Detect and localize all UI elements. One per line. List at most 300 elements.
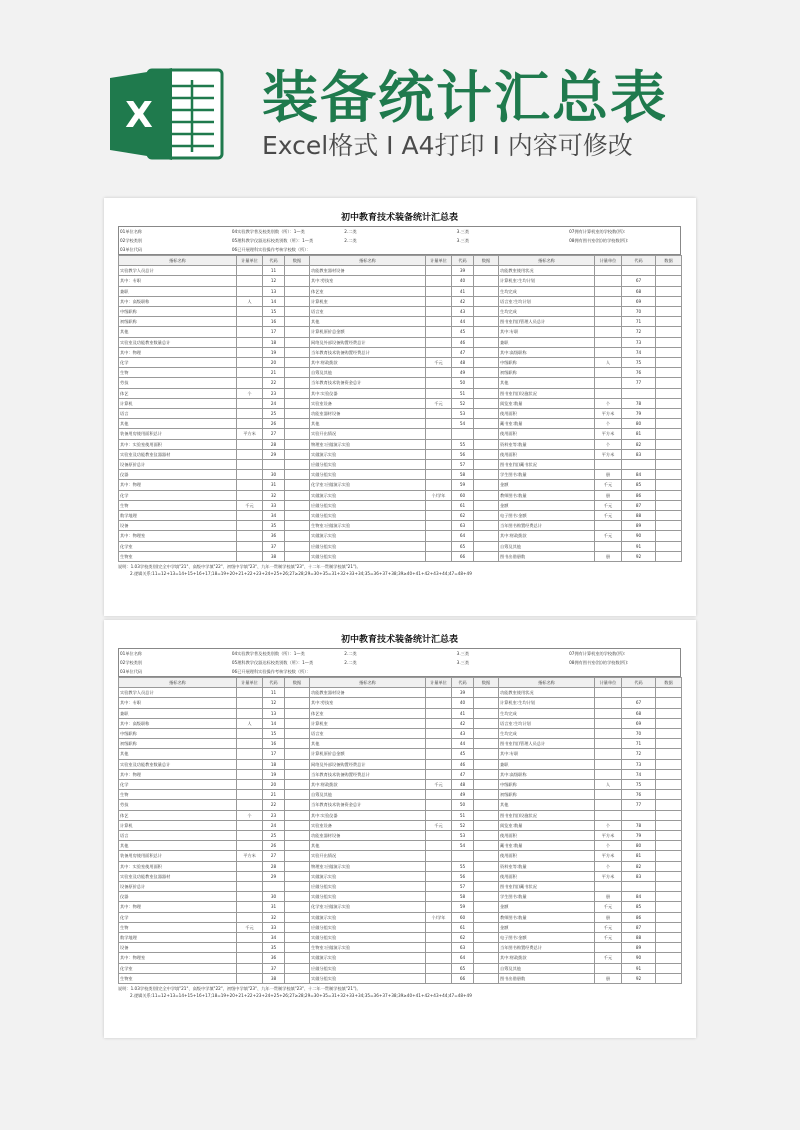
data-cell[interactable]: [656, 882, 682, 892]
data-cell[interactable]: [474, 419, 499, 429]
table-cell: 人: [237, 296, 263, 306]
data-cell[interactable]: [285, 769, 310, 779]
table-cell: 31: [263, 902, 285, 912]
data-cell[interactable]: [656, 296, 682, 306]
data-cell[interactable]: [285, 963, 310, 973]
data-cell[interactable]: [656, 902, 682, 912]
table-cell: 42: [452, 718, 474, 728]
data-cell[interactable]: [474, 337, 499, 347]
data-cell[interactable]: [474, 358, 499, 368]
data-cell[interactable]: [285, 521, 310, 531]
table-row: [119, 851, 682, 861]
data-cell[interactable]: [656, 419, 682, 429]
table-row: [119, 892, 682, 902]
table-cell: 32: [263, 912, 285, 922]
data-cell[interactable]: [656, 963, 682, 973]
data-cell[interactable]: [656, 460, 682, 470]
data-cell[interactable]: [285, 296, 310, 306]
data-cell[interactable]: [656, 388, 682, 398]
data-cell[interactable]: [474, 460, 499, 470]
table-cell: 生均完成: [499, 729, 595, 739]
data-cell[interactable]: [474, 541, 499, 551]
data-cell[interactable]: [285, 398, 310, 408]
table-cell: 平方米: [237, 851, 263, 861]
data-cell[interactable]: [474, 902, 499, 912]
column-header: 计量单位: [595, 678, 622, 688]
table-cell: 其中:高级职称: [499, 347, 595, 357]
data-cell[interactable]: [474, 470, 499, 480]
table-cell: 自筹及其他: [310, 790, 426, 800]
data-cell[interactable]: [474, 307, 499, 317]
data-cell[interactable]: [656, 317, 682, 327]
table-cell: [237, 943, 263, 953]
data-cell[interactable]: [285, 449, 310, 459]
table-cell: [426, 347, 452, 357]
table-cell: 24: [263, 398, 285, 408]
data-cell[interactable]: [474, 398, 499, 408]
data-cell[interactable]: [285, 490, 310, 500]
table-cell: 使用面积: [499, 409, 595, 419]
data-cell[interactable]: [474, 963, 499, 973]
table-cell: 其他: [119, 841, 237, 851]
table-cell: [595, 759, 622, 769]
data-cell[interactable]: [474, 953, 499, 963]
column-header: 代码: [622, 256, 656, 266]
table-cell: 54: [452, 419, 474, 429]
data-cell[interactable]: [285, 892, 310, 902]
table-cell: 图书室(馆)管理人员总计: [499, 317, 595, 327]
header: [0, 0, 800, 190]
table-cell: 12: [263, 698, 285, 708]
data-cell[interactable]: [656, 327, 682, 337]
data-cell[interactable]: [656, 439, 682, 449]
data-cell[interactable]: [285, 718, 310, 728]
data-cell[interactable]: [656, 739, 682, 749]
data-cell[interactable]: [656, 790, 682, 800]
table-cell: [237, 266, 263, 276]
table-cell: 实做分组实验: [310, 933, 426, 943]
data-cell[interactable]: [656, 780, 682, 790]
data-cell[interactable]: [474, 551, 499, 561]
table-cell: 68: [622, 708, 656, 718]
table-cell: 77: [622, 800, 656, 810]
table-cell: 册: [595, 973, 622, 983]
info-cell: 3.三类: [456, 660, 470, 665]
data-cell[interactable]: [656, 698, 682, 708]
data-cell[interactable]: [285, 698, 310, 708]
data-cell[interactable]: [285, 470, 310, 480]
info-cell: 04实验教学普及校类别数（所）：1—类: [231, 229, 305, 234]
data-cell[interactable]: [285, 378, 310, 388]
table-cell: 千元: [595, 933, 622, 943]
data-cell[interactable]: [656, 831, 682, 841]
table-cell: 实验教学人员总计: [119, 266, 237, 276]
table-cell: 15: [263, 729, 285, 739]
table-cell: 阅览室:数量: [499, 820, 595, 830]
data-cell[interactable]: [285, 480, 310, 490]
table-cell: 自筹及其他: [499, 963, 595, 973]
data-cell[interactable]: [285, 933, 310, 943]
data-cell[interactable]: [656, 759, 682, 769]
table-cell: 13: [263, 708, 285, 718]
data-cell[interactable]: [656, 409, 682, 419]
table-cell: [426, 841, 452, 851]
data-cell[interactable]: [474, 739, 499, 749]
table-cell: [426, 368, 452, 378]
data-cell[interactable]: [285, 851, 310, 861]
table-cell: 35: [263, 943, 285, 953]
table-cell: [452, 851, 474, 861]
data-cell[interactable]: [474, 480, 499, 490]
table-cell: 实验教学人员总计: [119, 688, 237, 698]
table-cell: 55: [452, 861, 474, 871]
data-cell[interactable]: [474, 912, 499, 922]
table-cell: 其中:专职: [499, 749, 595, 759]
info-row: [119, 227, 681, 237]
data-cell[interactable]: [656, 912, 682, 922]
data-cell[interactable]: [656, 708, 682, 718]
table-cell: 46: [452, 337, 474, 347]
table-cell: 53: [452, 409, 474, 419]
table-cell: 平方米: [595, 449, 622, 459]
table-cell: 88: [622, 511, 656, 521]
table-cell: 生均完成: [499, 307, 595, 317]
data-cell[interactable]: [474, 378, 499, 388]
data-cell[interactable]: [656, 490, 682, 500]
data-cell[interactable]: [285, 861, 310, 871]
data-cell[interactable]: [474, 347, 499, 357]
table-cell: 33: [263, 500, 285, 510]
data-cell[interactable]: [285, 439, 310, 449]
data-cell[interactable]: [656, 429, 682, 439]
data-cell[interactable]: [474, 388, 499, 398]
data-cell[interactable]: [285, 759, 310, 769]
note-1: 说明：1.03学校类别(完全中学填"21"、高级中学填"22"、初级中学填"23"、九年一贯制学校填"23"、十二年一贯制学校填"21")。: [118, 564, 361, 570]
table-cell: 平方米: [595, 851, 622, 861]
table-row: [119, 871, 682, 881]
data-cell[interactable]: [285, 729, 310, 739]
table-row: [119, 429, 682, 439]
table-cell: 其中:劳技室: [310, 276, 426, 286]
data-cell[interactable]: [474, 943, 499, 953]
table-cell: [622, 810, 656, 820]
data-cell[interactable]: [474, 511, 499, 521]
data-cell[interactable]: [656, 820, 682, 830]
table-cell: 20: [263, 358, 285, 368]
data-cell[interactable]: [474, 882, 499, 892]
table-cell: 64: [452, 953, 474, 963]
data-cell[interactable]: [474, 276, 499, 286]
data-cell[interactable]: [656, 933, 682, 943]
table-cell: [426, 276, 452, 286]
data-cell[interactable]: [656, 729, 682, 739]
data-cell[interactable]: [656, 841, 682, 851]
data-cell[interactable]: [656, 861, 682, 871]
table-cell: 实验室设备: [310, 820, 426, 830]
table-cell: 化学: [119, 780, 237, 790]
data-cell[interactable]: [474, 749, 499, 759]
table-cell: 自筹及其他: [310, 368, 426, 378]
data-cell[interactable]: [474, 439, 499, 449]
table-cell: 实做分组实验: [310, 511, 426, 521]
table-cell: [237, 419, 263, 429]
table-cell: 65: [452, 541, 474, 551]
data-cell[interactable]: [285, 500, 310, 510]
table-cell: 86: [622, 490, 656, 500]
data-cell[interactable]: [474, 892, 499, 902]
table-cell: [237, 327, 263, 337]
data-cell[interactable]: [656, 541, 682, 551]
data-cell[interactable]: [285, 286, 310, 296]
table-cell: [426, 963, 452, 973]
data-cell[interactable]: [474, 688, 499, 698]
data-cell[interactable]: [474, 286, 499, 296]
data-cell[interactable]: [474, 490, 499, 500]
data-cell[interactable]: [285, 790, 310, 800]
table-cell: [237, 861, 263, 871]
table-cell: 实验室及功能教室仪器器材: [119, 871, 237, 881]
data-cell[interactable]: [656, 973, 682, 983]
data-cell[interactable]: [474, 769, 499, 779]
data-cell[interactable]: [474, 698, 499, 708]
data-cell[interactable]: [285, 800, 310, 810]
data-cell[interactable]: [285, 460, 310, 470]
data-cell[interactable]: [285, 708, 310, 718]
data-cell[interactable]: [474, 780, 499, 790]
table-cell: [426, 769, 452, 779]
table-cell: 38: [263, 973, 285, 983]
info-cell: [343, 667, 455, 677]
table-cell: [426, 800, 452, 810]
table-cell: 50: [452, 378, 474, 388]
data-cell[interactable]: [285, 902, 310, 912]
note-2: 2.逻辑关系:11=12+13=14+15+16+17;18=19+20+21+22+23+24+25+26;27≥28;29=30+35=31+32+33+34;35=36+37+38;39≥40+41+42+43+44;47=48+49: [130, 993, 472, 999]
data-cell[interactable]: [285, 973, 310, 983]
table-cell: 仪器: [119, 892, 237, 902]
info-cell: [456, 245, 568, 255]
data-cell[interactable]: [474, 790, 499, 800]
data-cell[interactable]: [285, 276, 310, 286]
data-cell[interactable]: [285, 953, 310, 963]
info-table: [118, 648, 681, 677]
data-cell[interactable]: [474, 409, 499, 419]
data-cell[interactable]: [656, 531, 682, 541]
data-cell[interactable]: [285, 358, 310, 368]
table-cell: 33: [263, 922, 285, 932]
data-cell[interactable]: [474, 521, 499, 531]
data-cell[interactable]: [656, 358, 682, 368]
data-cell[interactable]: [285, 347, 310, 357]
data-cell[interactable]: [474, 368, 499, 378]
data-cell[interactable]: [285, 943, 310, 953]
table-row: [119, 831, 682, 841]
table-cell: [426, 831, 452, 841]
data-cell[interactable]: [656, 953, 682, 963]
data-cell[interactable]: [474, 810, 499, 820]
table-cell: 初级职称: [499, 790, 595, 800]
data-cell[interactable]: [474, 973, 499, 983]
table-cell: [426, 861, 452, 871]
data-cell[interactable]: [285, 531, 310, 541]
data-cell[interactable]: [474, 708, 499, 718]
table-cell: [426, 521, 452, 531]
data-cell[interactable]: [285, 810, 310, 820]
table-cell: 阅览室:数量: [499, 398, 595, 408]
data-cell[interactable]: [656, 800, 682, 810]
data-cell[interactable]: [285, 337, 310, 347]
table-cell: 实验室及功能教室数量总计: [119, 759, 237, 769]
data-cell[interactable]: [285, 739, 310, 749]
data-cell[interactable]: [474, 831, 499, 841]
data-cell[interactable]: [474, 718, 499, 728]
data-cell[interactable]: [656, 276, 682, 286]
table-cell: 81: [622, 429, 656, 439]
data-cell[interactable]: [285, 419, 310, 429]
data-cell[interactable]: [285, 841, 310, 851]
data-cell[interactable]: [474, 317, 499, 327]
table-cell: [237, 541, 263, 551]
table-cell: [237, 973, 263, 983]
data-cell[interactable]: [656, 368, 682, 378]
table-row: [119, 327, 682, 337]
table-cell: 12: [263, 276, 285, 286]
data-cell[interactable]: [285, 871, 310, 881]
data-cell[interactable]: [285, 429, 310, 439]
table-cell: 31: [263, 480, 285, 490]
data-cell[interactable]: [656, 286, 682, 296]
data-cell[interactable]: [656, 266, 682, 276]
data-cell[interactable]: [285, 327, 310, 337]
data-cell[interactable]: [474, 851, 499, 861]
data-cell[interactable]: [285, 266, 310, 276]
data-cell[interactable]: [285, 409, 310, 419]
data-cell[interactable]: [474, 933, 499, 943]
info-cell: 3.三类: [456, 229, 470, 234]
table-cell: 自筹及其他: [499, 541, 595, 551]
data-cell[interactable]: [285, 541, 310, 551]
data-cell[interactable]: [474, 531, 499, 541]
data-cell[interactable]: [474, 861, 499, 871]
table-cell: 22: [263, 800, 285, 810]
data-cell[interactable]: [285, 882, 310, 892]
data-cell[interactable]: [474, 429, 499, 439]
data-cell[interactable]: [285, 912, 310, 922]
data-cell[interactable]: [656, 851, 682, 861]
table-cell: 56: [452, 871, 474, 881]
data-cell[interactable]: [656, 749, 682, 759]
table-cell: 87: [622, 500, 656, 510]
table-cell: 实做分组实验: [310, 551, 426, 561]
data-cell[interactable]: [285, 780, 310, 790]
table-cell: [237, 470, 263, 480]
table-cell: 语言室: [310, 307, 426, 317]
data-cell[interactable]: [474, 820, 499, 830]
data-cell[interactable]: [285, 551, 310, 561]
data-cell[interactable]: [656, 521, 682, 531]
data-cell[interactable]: [656, 449, 682, 459]
table-cell: 装备用房使用面积总计: [119, 429, 237, 439]
data-cell[interactable]: [474, 871, 499, 881]
data-cell[interactable]: [656, 511, 682, 521]
data-cell[interactable]: [656, 470, 682, 480]
data-cell[interactable]: [656, 688, 682, 698]
column-header: 计量单位: [595, 256, 622, 266]
data-cell[interactable]: [285, 368, 310, 378]
data-cell[interactable]: [656, 378, 682, 388]
table-cell: 25: [263, 831, 285, 841]
table-cell: [595, 800, 622, 810]
data-cell[interactable]: [656, 398, 682, 408]
data-cell[interactable]: [474, 327, 499, 337]
data-cell[interactable]: [656, 943, 682, 953]
data-cell[interactable]: [656, 337, 682, 347]
data-cell[interactable]: [656, 871, 682, 881]
table-row: [119, 861, 682, 871]
table-header-row: [119, 678, 682, 688]
table-cell: 其中:高级职称: [499, 769, 595, 779]
data-cell[interactable]: [285, 317, 310, 327]
data-cell[interactable]: [285, 749, 310, 759]
data-cell[interactable]: [474, 841, 499, 851]
data-cell[interactable]: [285, 307, 310, 317]
table-row: [119, 963, 682, 973]
data-cell[interactable]: [474, 266, 499, 276]
table-cell: 实验室及功能教室仪器器材: [119, 449, 237, 459]
data-cell[interactable]: [656, 347, 682, 357]
table-cell: 19: [263, 769, 285, 779]
table-cell: 49: [452, 368, 474, 378]
table-cell: [237, 307, 263, 317]
data-cell[interactable]: [285, 388, 310, 398]
table-cell: 实做演示实验: [310, 953, 426, 963]
table-cell: 73: [622, 759, 656, 769]
data-cell[interactable]: [285, 922, 310, 932]
data-cell[interactable]: [285, 820, 310, 830]
data-cell[interactable]: [474, 759, 499, 769]
data-cell[interactable]: [285, 831, 310, 841]
data-cell[interactable]: [656, 500, 682, 510]
data-cell[interactable]: [474, 922, 499, 932]
table-cell: [595, 378, 622, 388]
sheet: [118, 635, 681, 999]
data-cell[interactable]: [474, 296, 499, 306]
data-cell[interactable]: [285, 511, 310, 521]
table-cell: 个: [595, 820, 622, 830]
data-cell[interactable]: [474, 729, 499, 739]
info-cell: 05理科教学仪器达标校类别数（所）：1—类: [231, 660, 314, 665]
table-cell: 化学: [119, 490, 237, 500]
data-cell[interactable]: [656, 769, 682, 779]
data-cell[interactable]: [656, 480, 682, 490]
data-cell[interactable]: [285, 688, 310, 698]
data-cell[interactable]: [474, 449, 499, 459]
data-cell[interactable]: [656, 718, 682, 728]
column-header: 计量单位: [237, 256, 263, 266]
table-cell: 85: [622, 480, 656, 490]
table-cell: 实做分组实验: [310, 892, 426, 902]
table-cell: [237, 780, 263, 790]
data-cell[interactable]: [656, 551, 682, 561]
data-cell[interactable]: [656, 810, 682, 820]
table-row: [119, 780, 682, 790]
data-cell[interactable]: [656, 307, 682, 317]
data-cell[interactable]: [656, 892, 682, 902]
data-cell[interactable]: [474, 800, 499, 810]
table-cell: 83: [622, 871, 656, 881]
data-cell[interactable]: [656, 922, 682, 932]
data-cell[interactable]: [474, 500, 499, 510]
table-cell: 千元: [595, 511, 622, 521]
